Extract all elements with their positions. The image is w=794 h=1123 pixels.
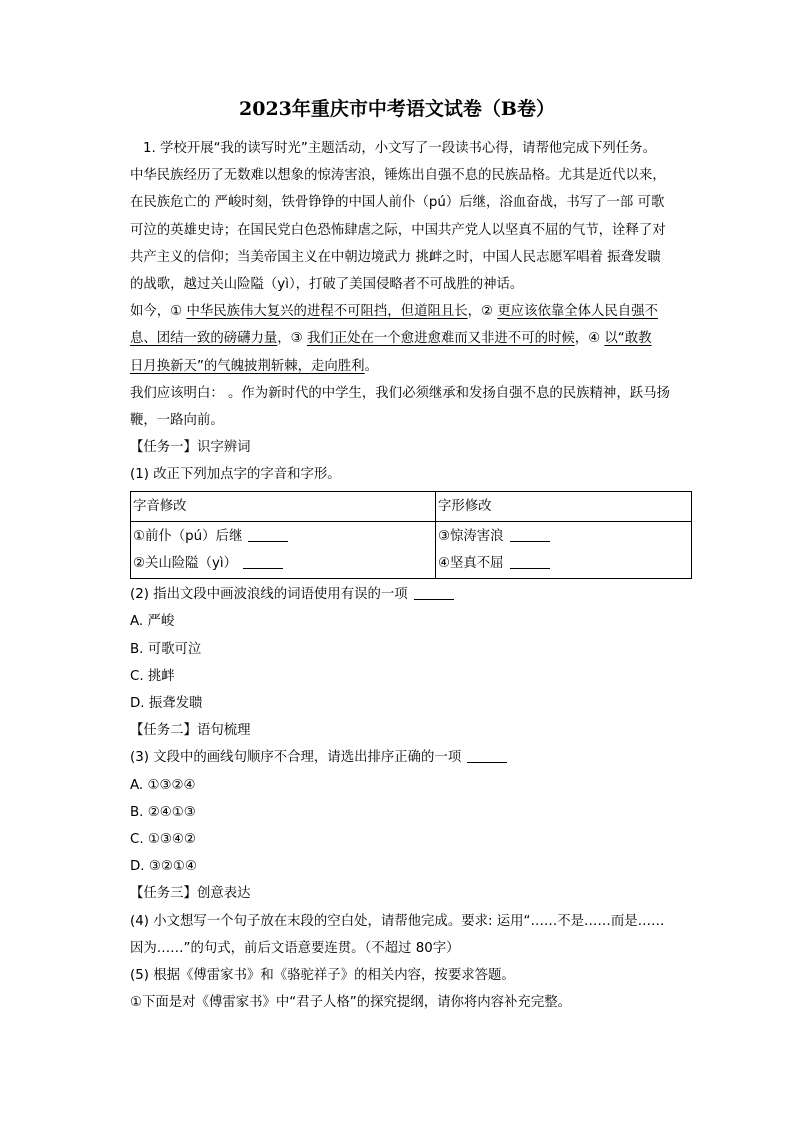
- para-prefix: 如今，①: [130, 304, 187, 320]
- sentence-4-cont: 日月换新天”的气魄披荆斩棘，走向胜利: [130, 358, 365, 374]
- para-sep: ，④: [574, 331, 605, 347]
- option-item[interactable]: B. ②④①③: [130, 804, 196, 820]
- exam-content: [130, 135, 692, 1017]
- para-sep: ，②: [467, 304, 498, 320]
- answer-blank[interactable]: [414, 585, 454, 600]
- option-item[interactable]: A. 严峻: [130, 614, 175, 630]
- task-2-heading: 【任务二】语句梳理: [130, 723, 251, 739]
- option-item[interactable]: D. 振聋发聩: [130, 696, 203, 712]
- passage-line: 共产主义的信仰；当美帝国主义在中朝边境武力 挑衅之时，中国人民志愿军唱着 振聋发聩: [130, 249, 661, 265]
- option-item[interactable]: D. ③②①④: [130, 859, 197, 875]
- option-item[interactable]: C. ①③④②: [130, 832, 196, 848]
- table-row: [131, 521, 692, 578]
- passage-line: 的战歌，越过关山险隘（yì），打破了美国侵略者不可战胜的神话。: [130, 277, 524, 293]
- option-item[interactable]: C. 挑衅: [130, 668, 175, 684]
- table-row: [131, 491, 692, 521]
- answer-blank[interactable]: [243, 554, 283, 569]
- table-header: 字音修改: [131, 491, 436, 521]
- question-1-4-cont: 因为……”的句式，前后文语意要连贯。（不超过 80字）: [130, 940, 460, 956]
- task-1-heading: 【任务一】识字辨词: [130, 440, 251, 456]
- table-header: 字形修改: [436, 491, 692, 521]
- answer-blank[interactable]: [510, 554, 550, 569]
- option-item[interactable]: B. 可歌可泣: [130, 641, 202, 657]
- question-1-1: (1) 改正下列加点字的字音和字形。: [130, 467, 341, 483]
- table-cell: ②关山险隘（yì）: [133, 556, 237, 572]
- question-1-4: (4) 小文想写一个句子放在末段的空白处，请帮他完成。要求: 运用“……不是……而是……: [130, 913, 665, 929]
- para-sep: ，③: [277, 331, 307, 347]
- table-cell: ③惊涛害浪: [438, 528, 504, 544]
- passage-line: 在民族危亡的 严峻时刻，铁骨铮铮的中国人前仆（pú）后继，浴血奋战，书写了一部 可歌: [130, 195, 665, 211]
- question-1-3: (3) 文段中的画线句顺序不合理，请选出排序正确的一项: [130, 750, 462, 766]
- question-1-5-1: ①下面是对《傅雷家书》中“君子人格”的探究提纲，请你将内容补充完整。: [130, 995, 571, 1011]
- sentence-1: 中华民族伟大复兴的进程不可阻挡，但道阻且长: [186, 304, 468, 320]
- closing-line: 鞭，一路向前。: [130, 413, 224, 429]
- table-cell: ①前仆（pú）后继: [133, 528, 243, 544]
- reading-passage: [130, 162, 692, 298]
- sentence-2-cont: 息、团结一致的磅礴力量: [130, 331, 278, 347]
- sentence-2: 更应该依靠全体人民自强不: [497, 304, 658, 320]
- question-1-intro: 1. 学校开展“我的读写时光”主题活动，小文写了一段读书心得，请帮他完成下列任务。: [143, 141, 656, 156]
- sentence-4: 以“敢教: [604, 331, 652, 347]
- task-3-heading: 【任务三】创意表达: [130, 886, 251, 902]
- answer-blank[interactable]: [248, 527, 288, 542]
- question-1-2: (2) 指出文段中画波浪线的词语使用有误的一项: [130, 587, 408, 603]
- sentence-3: 我们正处在一个愈进愈难而又非进不可的时候: [306, 331, 575, 347]
- question-1-5: (5) 根据《傅雷家书》和《骆驼祥子》的相关内容，按要求答题。: [130, 968, 515, 984]
- table-cell: ④坚真不屈: [438, 556, 504, 572]
- answer-blank[interactable]: [510, 527, 550, 542]
- passage-line: 中华民族经历了无数难以想象的惊涛害浪，锤炼出自强不息的民族品格。尤其是近代以来，: [130, 168, 666, 184]
- correction-table: [130, 491, 692, 580]
- answer-blank[interactable]: [467, 748, 507, 763]
- ordering-paragraph: [130, 298, 692, 380]
- page-title: 2023年重庆市中考语文试卷（B卷）: [239, 98, 555, 120]
- closing-line: 我们应该明白： 。作为新时代的中学生，我们必须继承和发扬自强不息的民族精神，跃马扬: [130, 385, 670, 401]
- passage-line: 可泣的英雄史诗；在国民党白色恐怖肆虐之际，中国共产党人以坚真不屈的气节，诠释了对: [130, 222, 666, 238]
- option-item[interactable]: A. ①③②④: [130, 777, 196, 793]
- para-end: 。: [364, 358, 378, 374]
